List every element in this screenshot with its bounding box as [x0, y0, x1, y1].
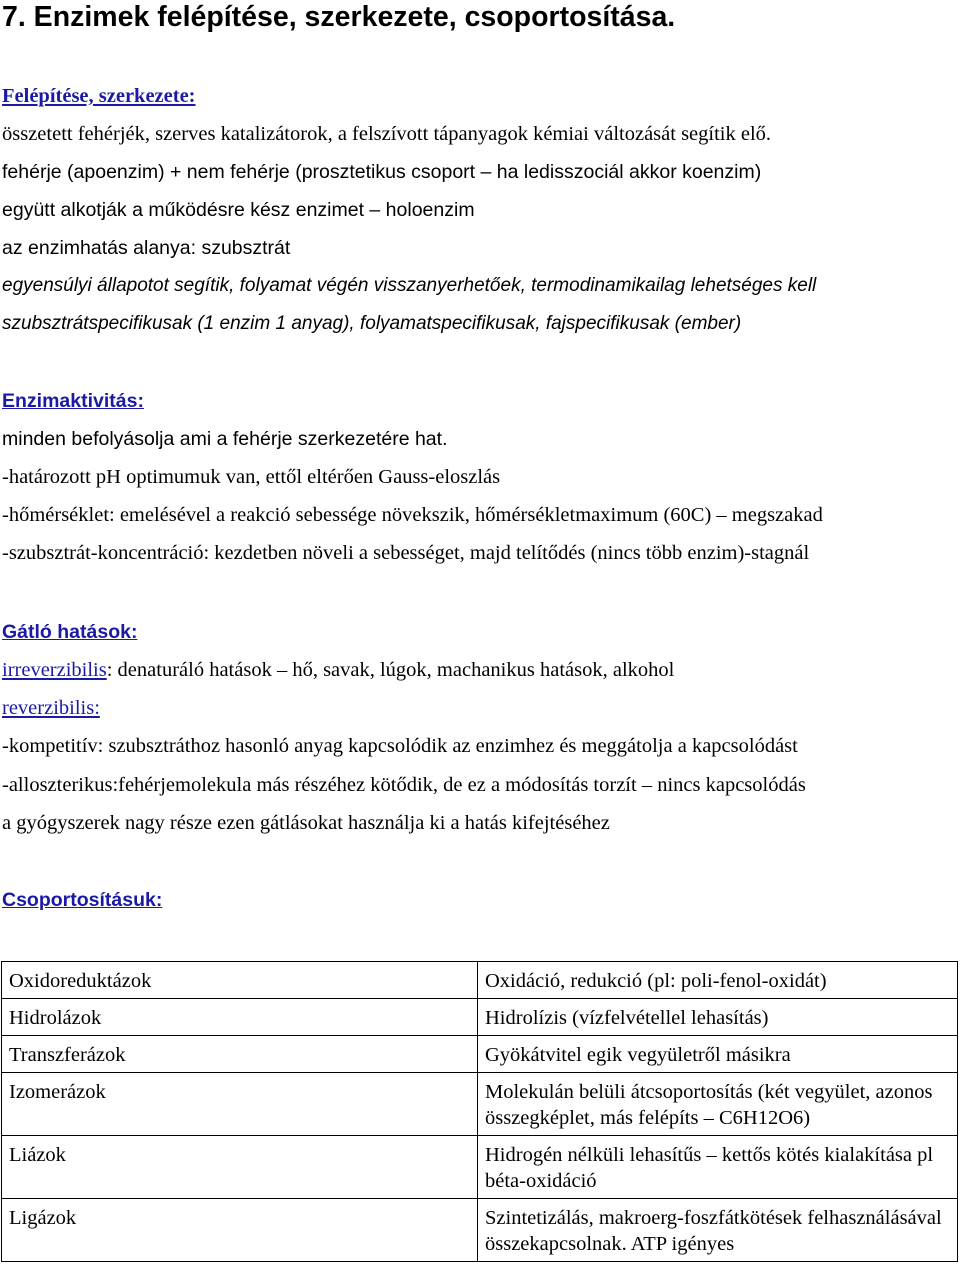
- table-row: [2, 962, 958, 999]
- table-row: [2, 1136, 958, 1199]
- activity-line: -szubsztrát-koncentráció: kezdetben növeli a sebességet, majd telítődés (nincs több enzim)-stagnál: [2, 542, 810, 564]
- structure-line: fehérje (apoenzim) + nem fehérje (prosztetikus csoport – ha ledisszociál akkor koenzim): [2, 161, 762, 183]
- enzyme-class-description: Oxidáció, redukció (pl: poli-fenol-oxidát): [478, 962, 958, 999]
- enzyme-class-description: Hidrogén nélküli lehasítűs – kettős kötés kialakítása pl béta-oxidáció: [478, 1136, 958, 1199]
- enzyme-class-name: Izomerázok: [2, 1073, 478, 1136]
- section-heading-classification: Csoportosításuk:: [2, 889, 163, 911]
- page-title: 7. Enzimek felépítése, szerkezete, csoportosítása.: [2, 1, 676, 33]
- enzyme-class-description: Molekulán belüli átcsoportosítás (két vegyület, azonos összegképlet, más felépíts – C6H12O6): [478, 1073, 958, 1136]
- inhibition-line: -kompetitív: szubsztráthoz hasonló anyag kapcsolódik az enzimhez és meggátolja a kapcsolódást: [2, 735, 798, 757]
- enzyme-class-description: Gyökátvitel egik vegyületről másikra: [478, 1036, 958, 1073]
- inhibition-reversible-line: [2, 695, 100, 721]
- enzyme-class-name: Hidrolázok: [2, 999, 478, 1036]
- enzyme-class-name: Ligázok: [2, 1199, 478, 1262]
- enzyme-class-name: Transzferázok: [2, 1036, 478, 1073]
- irreversible-text: : denaturáló hatások – hő, savak, lúgok, machanikus hatások, alkohol: [106, 659, 675, 681]
- activity-line: -hőmérséklet: emelésével a reakció sebessége növekszik, hőmérsékletmaximum (60C) – megszakad: [2, 504, 823, 526]
- enzyme-class-description: Szintetizálás, makroerg-foszfátkötések felhasználásával összekapcsolnak. ATP igényes: [478, 1199, 958, 1262]
- enzyme-class-description: Hidrolízis (vízfelvétellel lehasítás): [478, 999, 958, 1036]
- enzyme-class-name: Oxidoreduktázok: [2, 962, 478, 999]
- section-heading-structure: Felépítése, szerkezete:: [2, 85, 196, 107]
- table-row: [2, 1199, 958, 1262]
- structure-line-italic: egyensúlyi állapotot segítik, folyamat végén visszanyerhetőek, termodinamikailag lehetséges kell: [2, 275, 817, 296]
- irreversible-label: irreverzibilis: [2, 659, 107, 681]
- inhibition-line: a gyógyszerek nagy része ezen gátlásokat használja ki a hatás kifejtéséhez: [2, 812, 610, 834]
- inhibition-irreversible-line: [2, 657, 674, 683]
- section-heading-activity: Enzimaktivitás:: [2, 390, 144, 412]
- structure-line: összetett fehérjék, szerves katalizátorok, a felszívott tápanyagok kémiai változását segítik elő.: [2, 123, 772, 145]
- table-row: [2, 1036, 958, 1073]
- reversible-label: reverzibilis:: [2, 697, 100, 719]
- section-heading-inhibition: Gátló hatások:: [2, 621, 138, 643]
- inhibition-line: -alloszterikus:fehérjemolekula más részéhez kötődik, de ez a módosítás torzít – nincs kapcsolódás: [2, 774, 806, 796]
- structure-line-italic: szubsztrátspecifikusak (1 enzim 1 anyag), folyamatspecifikusak, fajspecifikusak (ember): [2, 313, 742, 334]
- structure-line: együtt alkotják a működésre kész enzimet – holoenzim: [2, 199, 475, 221]
- table-row: [2, 1073, 958, 1136]
- enzyme-classes-table: [1, 961, 958, 1262]
- enzyme-class-name: Liázok: [2, 1136, 478, 1199]
- table-row: [2, 999, 958, 1036]
- activity-line: -határozott pH optimumuk van, ettől eltérően Gauss-eloszlás: [2, 466, 501, 488]
- activity-line: minden befolyásolja ami a fehérje szerkezetére hat.: [2, 428, 448, 450]
- structure-line: az enzimhatás alanya: szubsztrát: [2, 237, 291, 259]
